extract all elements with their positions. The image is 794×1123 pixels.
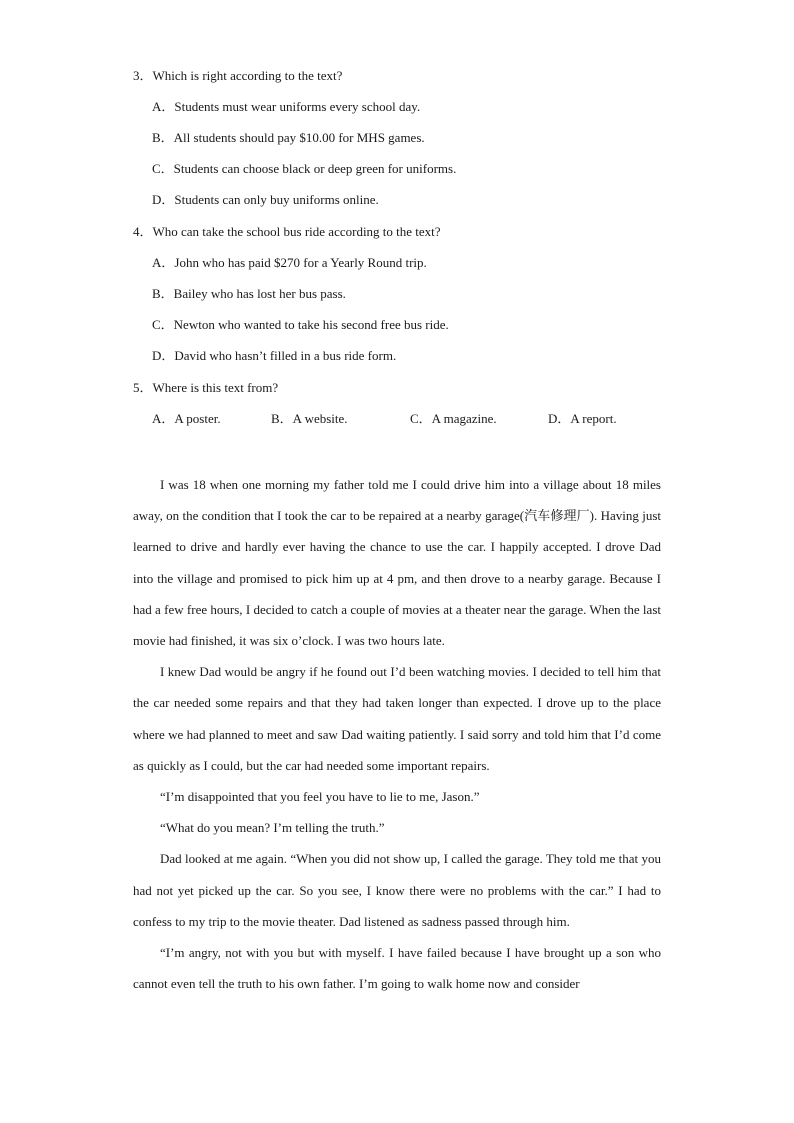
passage-paragraph: I knew Dad would be angry if he found out I’d been watching movies. I decided to tell him that the car needed some repairs and that they had taken longer than expected. I drove up to the place where we had planned to meet and saw Dad waiting patiently. I said sorry and told him that I’d come as quickly as I could, but the car had needed some important repairs. xyxy=(133,664,661,773)
question-5-option-a: A．A poster. xyxy=(152,411,221,426)
reading-passage xyxy=(133,469,661,999)
question-4-option-c: C．Newton who wanted to take his second free bus ride. xyxy=(152,317,449,332)
question-5-options xyxy=(152,411,672,427)
question-3-option-a: A．Students must wear uniforms every school day. xyxy=(152,99,421,114)
question-5-stem: 5．Where is this text from? xyxy=(133,380,279,395)
question-4-option-b: B．Bailey who has lost her bus pass. xyxy=(152,286,346,301)
question-5-option-c: C．A magazine. xyxy=(410,411,497,426)
passage-paragraph: “I’m disappointed that you feel you have to lie to me, Jason.” xyxy=(160,789,480,805)
question-3-stem: 3．Which is right according to the text? xyxy=(133,68,343,83)
passage-paragraph: Dad looked at me again. “When you did not show up, I called the garage. They told me that you had not yet picked up the car. So you see, I know there were no problems with the car.” I had to confess to my trip to the movie theater. Dad listened as sadness passed through him. xyxy=(133,851,661,929)
question-4-option-a: A．John who has paid $270 for a Yearly Round trip. xyxy=(152,255,427,270)
passage-paragraph: “I’m angry, not with you but with myself. I have failed because I have brought up a son who cannot even tell the truth to his own father. I’m going to walk home now and consider xyxy=(133,945,661,992)
passage-paragraph: “What do you mean? I’m telling the truth.” xyxy=(160,820,385,836)
passage-paragraph: I was 18 when one morning my father told me I could drive him into a village about 18 miles away, on the condition that I took the car to be repaired at a nearby garage(汽车修理厂). Having just learned to drive and hardly ever having the chance to use the car. I happily accepted. I drove Dad into the village and promised to pick him up at 4 pm, and then drove to a nearby garage. Because I had a few free hours, I decided to catch a couple of movies at a theater near the garage. When the last movie had finished, it was six o’clock. I was two hours late. xyxy=(133,477,661,649)
question-4-option-d: D．David who hasn’t filled in a bus ride form. xyxy=(152,348,397,363)
question-5-option-d: D．A report. xyxy=(548,411,617,426)
question-4-stem: 4．Who can take the school bus ride according to the text? xyxy=(133,224,441,239)
question-5-option-b: B．A website. xyxy=(271,411,348,426)
question-3-option-d: D．Students can only buy uniforms online. xyxy=(152,192,379,207)
question-3-option-c: C．Students can choose black or deep green for uniforms. xyxy=(152,161,457,176)
question-3-option-b: B．All students should pay $10.00 for MHS games. xyxy=(152,130,425,145)
